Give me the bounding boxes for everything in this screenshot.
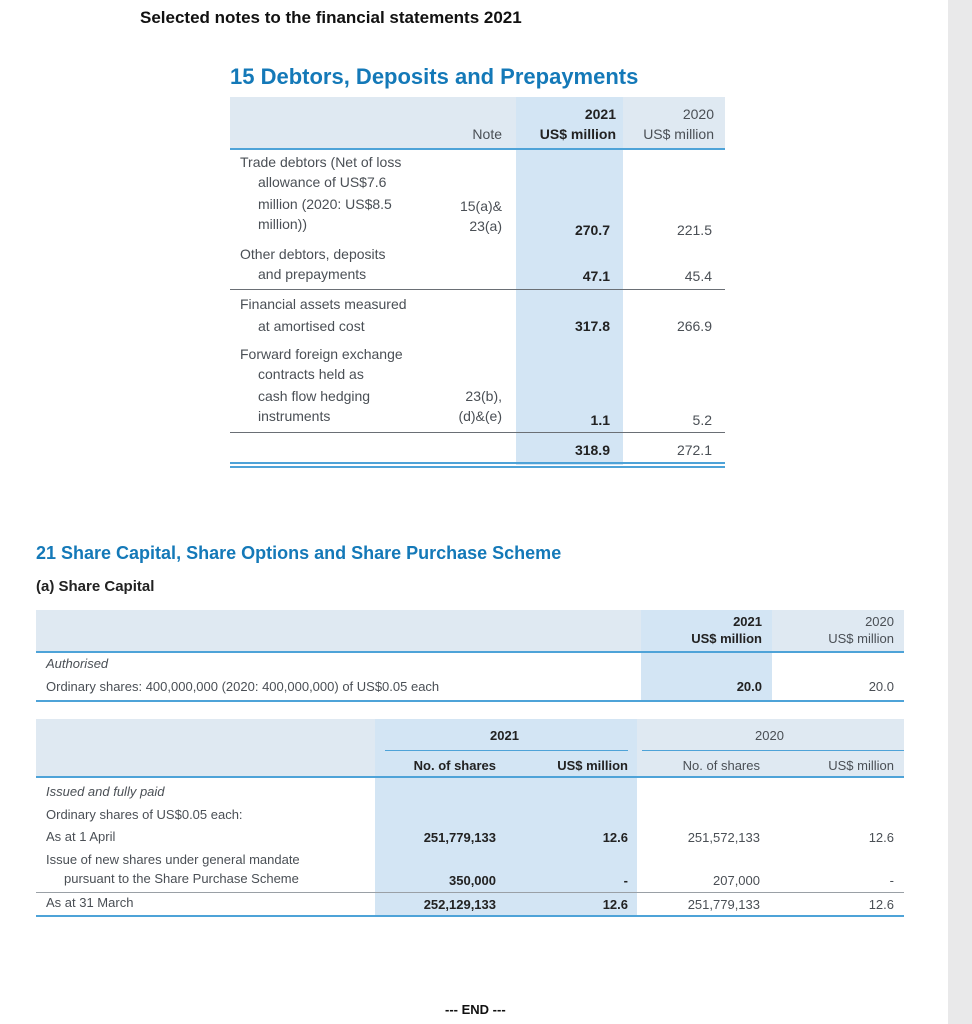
issued-year-2020: 2020 — [755, 728, 784, 743]
row-label: cash flow hedging — [258, 388, 371, 404]
row-note: 23(a) — [469, 218, 502, 234]
usd-2021: - — [623, 873, 628, 888]
note15-year-2021: 2021 — [584, 106, 616, 122]
shares-2020: 251,572,133 — [687, 830, 760, 845]
note15-unit-2020: US$ million — [643, 126, 714, 142]
issued-col-shares-2020: No. of shares — [682, 758, 760, 773]
authorised-header-bg — [36, 610, 904, 652]
note15-year-2020: 2020 — [682, 106, 714, 122]
authorised-unit-2021: US$ million — [691, 631, 762, 646]
shares-2020: 251,779,133 — [687, 897, 760, 912]
row-label: allowance of US$7.6 — [258, 174, 387, 190]
row-label: Forward foreign exchange — [240, 346, 403, 362]
authorised-value-2020: 20.0 — [868, 679, 894, 694]
end-marker: --- END --- — [445, 1002, 506, 1017]
note21-subtitle-a: (a) Share Capital — [36, 578, 155, 595]
issued-2021-span-rule — [385, 750, 628, 751]
row-label: instruments — [258, 408, 331, 424]
note15-header-rule — [230, 148, 725, 150]
value-2020: 266.9 — [676, 318, 712, 334]
note15-total-rule-2 — [230, 466, 725, 468]
authorised-year-2021: 2021 — [733, 614, 762, 629]
issued-2020-span-rule — [642, 750, 904, 751]
shares-2021: 252,129,133 — [423, 897, 496, 912]
row-label: pursuant to the Share Purchase Scheme — [64, 871, 299, 886]
usd-2020: - — [889, 873, 894, 888]
value-2020: 221.5 — [676, 222, 712, 238]
row-label: As at 31 March — [46, 895, 134, 910]
note15-subtotal-rule — [230, 289, 725, 290]
row-label: Issue of new shares under general mandate — [46, 852, 300, 867]
page-title: Selected notes to the financial statements 2021 — [140, 8, 522, 27]
value-2021: 47.1 — [582, 268, 610, 284]
row-label: million)) — [258, 216, 307, 232]
issued-year-2021: 2021 — [490, 728, 519, 743]
row-label: and prepayments — [258, 266, 367, 282]
value-2020: 5.2 — [692, 412, 712, 428]
row-note: (d)&(e) — [458, 408, 502, 424]
row-label: As at 1 April — [46, 829, 116, 844]
usd-2020: 12.6 — [868, 897, 894, 912]
note15-total-top-rule — [230, 432, 725, 433]
shares-2021: 251,779,133 — [423, 830, 496, 845]
row-note: 23(b), — [465, 388, 502, 404]
row-label: million (2020: US$8.5 — [258, 196, 392, 212]
row-note: 15(a)& — [459, 198, 502, 214]
usd-2021: 12.6 — [602, 897, 628, 912]
shares-2021: 350,000 — [449, 873, 496, 888]
issued-sub-label: Ordinary shares of US$0.05 each: — [46, 807, 243, 822]
issued-header-rule — [36, 776, 904, 778]
issued-col-shares-2021: No. of shares — [413, 758, 496, 773]
issued-col-usd-2021: US$ million — [557, 758, 628, 773]
value-2021: 317.8 — [574, 318, 610, 334]
authorised-year-2020: 2020 — [865, 614, 894, 629]
note15-title: 15 Debtors, Deposits and Prepayments — [230, 64, 639, 89]
row-label: Trade debtors (Net of loss — [240, 154, 402, 170]
authorised-row-label: Ordinary shares: 400,000,000 (2020: 400,000,000) of US$0.05 each — [46, 679, 440, 694]
row-label: at amortised cost — [258, 318, 365, 334]
issued-row-rule — [36, 892, 904, 893]
note15-note-header: Note — [472, 126, 502, 142]
issued-section-label: Issued and fully paid — [46, 784, 165, 799]
authorised-unit-2020: US$ million — [828, 631, 894, 646]
row-label: contracts held as — [258, 366, 364, 382]
issued-col-usd-2020: US$ million — [828, 758, 894, 773]
note21-title: 21 Share Capital, Share Options and Share Purchase Scheme — [36, 543, 562, 563]
value-2021: 1.1 — [590, 412, 610, 428]
note15-unit-2021: US$ million — [539, 126, 616, 142]
authorised-value-2021: 20.0 — [736, 679, 762, 694]
value-2021: 270.7 — [574, 222, 610, 238]
authorised-section-label: Authorised — [46, 656, 109, 671]
usd-2021: 12.6 — [602, 830, 628, 845]
authorised-bottom-rule — [36, 700, 904, 702]
row-label: Other debtors, deposits — [240, 246, 386, 262]
scroll-gutter — [948, 0, 972, 1024]
value-2020: 45.4 — [684, 268, 712, 284]
issued-bottom-rule — [36, 915, 904, 917]
authorised-header-rule — [36, 651, 904, 653]
note15-total-2020: 272.1 — [676, 442, 712, 458]
row-label: Financial assets measured — [240, 296, 407, 312]
note15-total-2021: 318.9 — [574, 442, 610, 458]
shares-2020: 207,000 — [713, 873, 760, 888]
note15-total-rule-1 — [230, 462, 725, 464]
usd-2020: 12.6 — [868, 830, 894, 845]
